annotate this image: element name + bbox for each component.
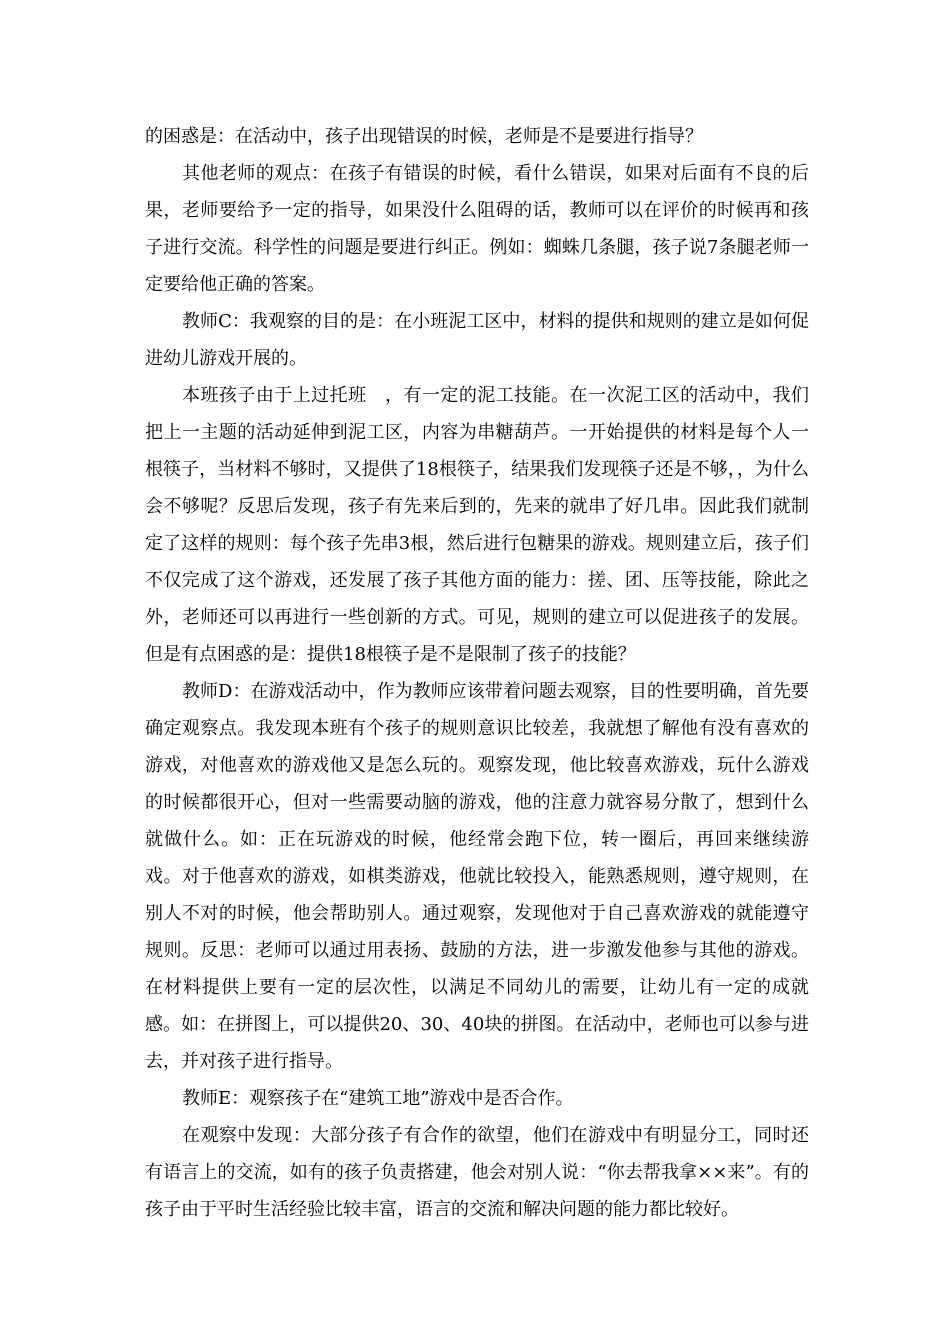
paragraph-teacher-e-goal: 教师E：观察孩子在“建筑工地”游戏中是否合作。 bbox=[182, 1088, 574, 1109]
paragraph-teacher-c-goal: 教师C：我观察的目的是：在小班泥工区中，材料的提供和规则的建立是如何促进幼儿游戏开展的。 bbox=[145, 311, 809, 369]
document-body bbox=[145, 118, 809, 1228]
paragraph-teacher-d: 教师D：在游戏活动中，作为教师应该带着问题去观察，目的性要明确，首先要确定观察点。我发现本班有个孩子的规则意识比较差，我就想了解他有没有喜欢的游戏，对他喜欢的游戏他又是怎么玩的。观察发现，他比较喜欢游戏，玩什么游戏的时候都很开心，但对一些需要动脑的游戏，他的注意力就容易分散了，想到什么就做什么。如：正在玩游戏的时候，他经常会跑下位，转一圈后，再回来继续游戏。对于他喜欢的游戏，如棋类游戏，他就比较投入，能熟悉规则，遵守规则，在别人不对的时候，他会帮助别人。通过观察，发现他对于自己喜欢游戏的就能遵守规则。反思：老师可以通过用表扬、鼓励的方法，进一步激发他参与其他的游戏。在材料提供上要有一定的层次性，以满足不同幼儿的需要，让幼儿有一定的成就感。如：在拼图上，可以提供20、30、40块的拼图。在活动中，老师也可以参与进去，并对孩子进行指导。 bbox=[145, 681, 809, 1072]
paragraph-continuation: 的困惑是：在活动中，孩子出现错误的时候，老师是不是要进行指导？ bbox=[145, 126, 703, 147]
paragraph-teacher-c-observation: 本班孩子由于上过托班 ，有一定的泥工技能。在一次泥工区的活动中，我们把上一主题的活动延伸到泥工区，内容为串糖葫芦。一开始提供的材料是每个人一根筷子，当材料不够时，又提供了18根筷子，结果我们发现筷子还是不够，，为什么会不够呢？反思后发现，孩子有先来后到的，先来的就串了好几串。因此我们就制定了这样的规则：每个孩子先串3根，然后进行包糖果的游戏。规则建立后，孩子们不仅完成了这个游戏，还发展了孩子其他方面的能力：搓、团、压等技能，除此之外，老师还可以再进行一些创新的方式。可见，规则的建立可以促进孩子的发展。但是有点困惑的是：提供18根筷子是不是限制了孩子的技能？ bbox=[145, 385, 809, 665]
paragraph-other-teachers-view: 其他老师的观点：在孩子有错误的时候，看什么错误，如果对后面有不良的后果，老师要给予一定的指导，如果没什么阻碍的话，教师可以在评价的时候再和孩子进行交流。科学性的问题是要进行纠正。例如：蜘蛛几条腿，孩子说7条腿老师一定要给他正确的答案。 bbox=[145, 163, 809, 295]
paragraph-teacher-e-observation: 在观察中发现：大部分孩子有合作的欲望，他们在游戏中有明显分工，同时还有语言上的交流，如有的孩子负责搭建，他会对别人说：“你去帮我拿××来”。有的孩子由于平时生活经验比较丰富，语言的交流和解决问题的能力都比较好。 bbox=[145, 1125, 809, 1220]
